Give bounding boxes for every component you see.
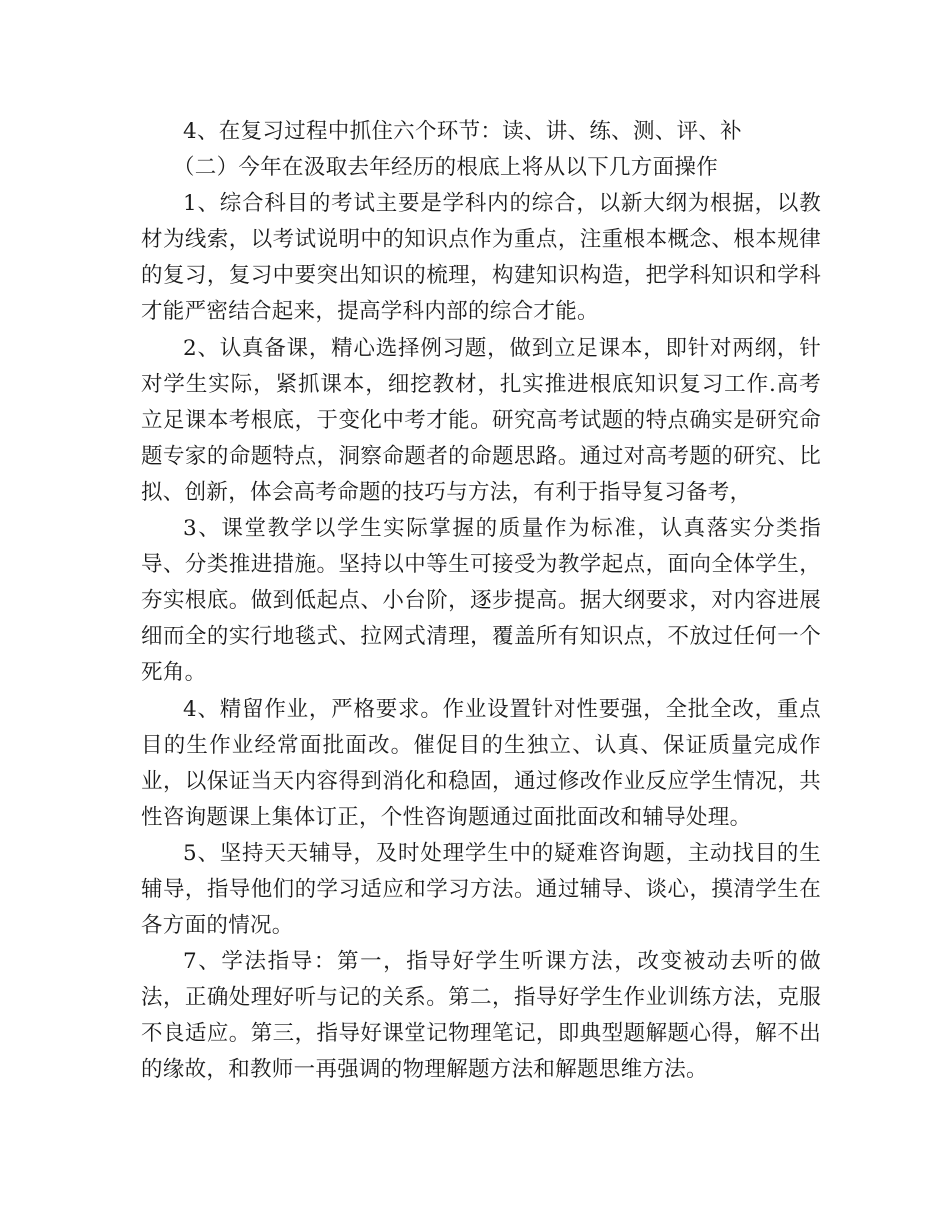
paragraph-item-2: 2、认真备课，精心选择例习题，做到立足课本，即针对两纲，针对学生实际，紧抓课本，细挖教材，扎实推进根底知识复习工作.高考立足课本考根底，于变化中考才能。研究高考试题的特点确实是研究命题专家的命题特点，洞察命题者的命题思路。通过对高考题的研究、比拟、创新，体会高考命题的技巧与方法，有利于指导复习备考， bbox=[141, 335, 821, 505]
paragraph-item-3: 3、课堂教学以学生实际掌握的质量作为标准，认真落实分类指导、分类推进措施。坚持以中等生可接受为教学起点，面向全体学生，夯实根底。做到低起点、小台阶，逐步提高。据大纲要求，对内容进展细而全的实行地毯式、拉网式清理，覆盖所有知识点，不放过任何一个死角。 bbox=[141, 516, 821, 686]
document-body bbox=[141, 114, 821, 1089]
section-heading-2: （二）今年在汲取去年经历的根底上将从以下几方面操作 bbox=[173, 155, 719, 181]
paragraph-step-4: 4、在复习过程中抓住六个环节：读、讲、练、测、评、补 bbox=[183, 119, 742, 144]
paragraph-item-1: 1、综合科目的考试主要是学科内的综合，以新大纲为根据，以教材为线索，以考试说明中的知识点作为重点，注重根本概念、根本规律的复习，复习中要突出知识的梳理，构建知识构造，把学科知识和学科才能严密结合起来，提高学科内部的综合才能。 bbox=[141, 191, 821, 325]
paragraph-item-4: 4、精留作业，严格要求。作业设置针对性要强，全批全改，重点目的生作业经常面批面改。催促目的生独立、认真、保证质量完成作业，以保证当天内容得到消化和稳固，通过修改作业反应学生情况，共性咨询题课上集体订正，个性咨询题通过面批面改和辅导处理。 bbox=[141, 696, 821, 830]
paragraph-item-5: 5、坚持天天辅导，及时处理学生中的疑难咨询题，主动找目的生辅导，指导他们的学习适应和学习方法。通过辅导、谈心，摸清学生在各方面的情况。 bbox=[141, 840, 821, 939]
paragraph-item-7: 7、学法指导：第一，指导好学生听课方法，改变被动去听的做法，正确处理好听与记的关系。第二，指导好学生作业训练方法，克服不良适应。第三，指导好课堂记物理笔记，即典型题解题心得，解不出的缘故，和教师一再强调的物理解题方法和解题思维方法。 bbox=[141, 949, 821, 1083]
